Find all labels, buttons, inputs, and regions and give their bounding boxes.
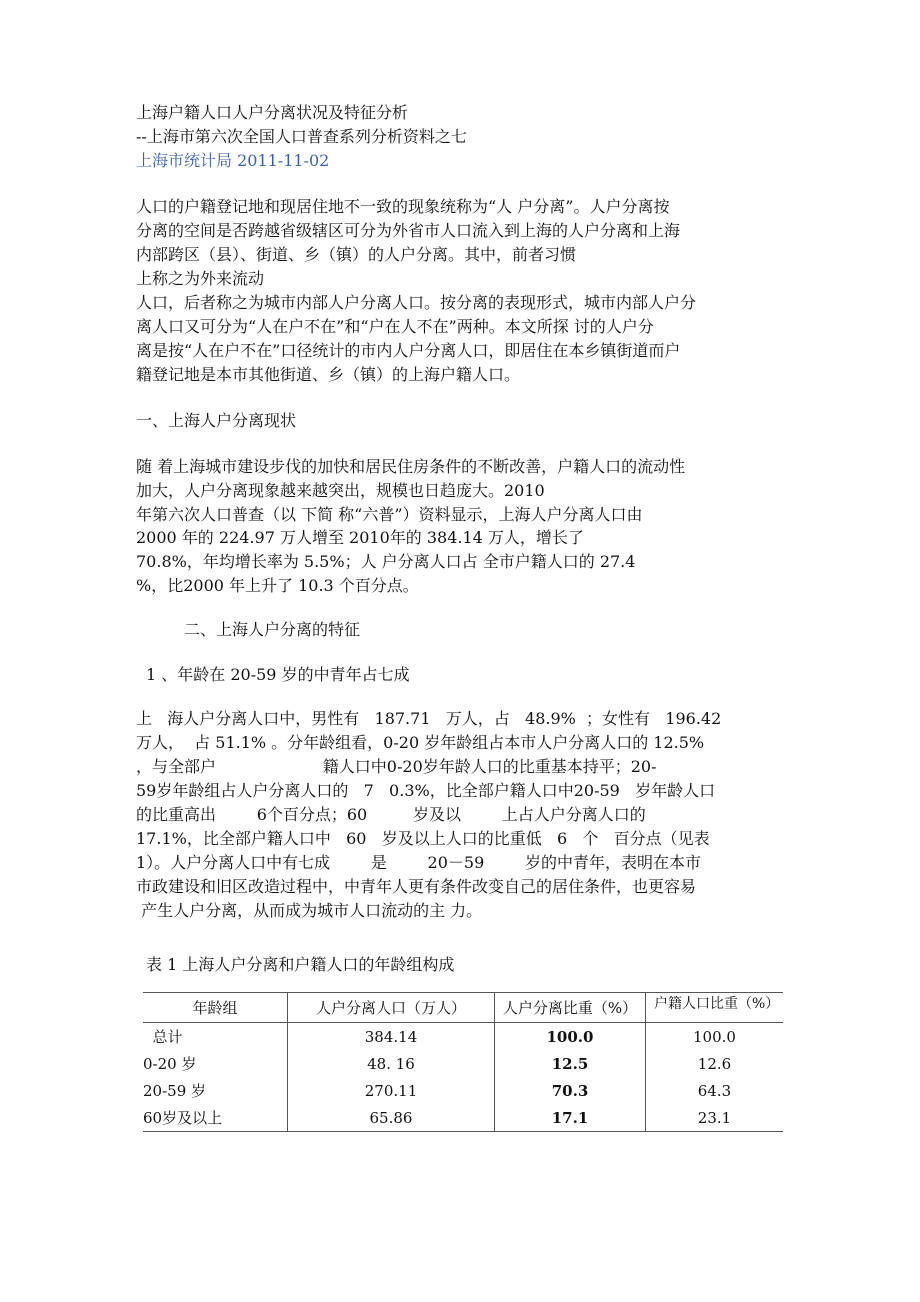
table-row [143, 1050, 783, 1077]
cell-separated-pop: 65.86 [288, 1104, 495, 1132]
age-group-table [143, 992, 783, 1132]
cell-registered-share: 100.0 [646, 1023, 784, 1051]
paragraph-line: 17.1%，比全部户籍人口中 60 岁及以上人口的比重低 6 个 百分点（见表 [136, 829, 710, 848]
cell-separated-pop: 48. 16 [288, 1050, 495, 1077]
paragraph-line: 人口的户籍登记地和现居住地不一致的现象统称为“人 户分离”。人户分离按 [136, 197, 670, 216]
cell-age-group: 0-20 岁 [143, 1055, 197, 1073]
table-caption: 表 1 上海人户分离和户籍人口的年龄组构成 [146, 955, 455, 974]
header-separated-share: 人户分离比重（%） [495, 993, 646, 1023]
paragraph-line: 随 着上海城市建设步伐的加快和居民住房条件的不断改善，户籍人口的流动性 [136, 457, 686, 476]
cell-age-group: 60岁及以上 [143, 1104, 288, 1132]
table-row [143, 1077, 783, 1104]
paragraph-line: 产生人户分离，从而成为城市人口流动的主 力。 [136, 901, 483, 920]
header-separated-pop: 人户分离人口（万人） [288, 993, 495, 1023]
paragraph-line: 人口，后者称之为城市内部人户分离人口。按分离的表现形式，城市内部人户分 [136, 293, 697, 312]
paragraph-line: 的比重高出 6个百分点；60 岁及以 上占人户分离人口的 [136, 805, 646, 824]
cell-registered-share: 12.6 [646, 1050, 784, 1077]
paragraph-line: 59岁年龄组占人户分离人口的 7 0.3%，比全部户籍人口中20-59 岁年龄人口 [136, 781, 716, 800]
paragraph-line: 70.8%，年均增长率为 5.5%；人 户分离人口占 全市户籍人口的 27.4 [136, 552, 636, 572]
header-registered-share: 户籍人口比重（%） [646, 993, 784, 1023]
section2-subheading: 1 、年龄在 20-59 岁的中青年占七成 [146, 665, 410, 684]
paragraph-line: 籍登记地是本市其他街道、乡（镇）的上海户籍人口。 [136, 365, 521, 384]
cell-age-group: 总计 [143, 1028, 183, 1046]
document-subtitle: --上海市第六次全国人口普查系列分析资料之七 [136, 127, 467, 146]
paragraph-line: ，与全部户 籍人口中0-20岁年龄人口的比重基本持平；20- [136, 757, 657, 776]
paragraph-line: 内部跨区（县）、街道、乡（镇）的人户分离。其中，前者习惯 [136, 245, 577, 264]
source-link[interactable]: 上海市统计局 2011-11-02 [136, 151, 330, 170]
paragraph-line: 分离的空间是否跨越省级辖区可分为外省市人口流入到上海的人户分离和上海 [136, 221, 681, 240]
table-row [143, 1104, 783, 1132]
paragraph-line: 2000 年的 224.97 万人增至 2010年的 384.14 万人，增长了 [136, 528, 584, 548]
cell-separated-share: 100.0 [495, 1023, 646, 1051]
cell-separated-pop: 384.14 [288, 1023, 495, 1051]
section2-heading: 二、上海人户分离的特征 [184, 620, 361, 639]
paragraph-line: 1）。人户分离人口中有七成 是 20－59 岁的中青年，表明在本市 [136, 853, 701, 872]
table-row [143, 1023, 783, 1051]
paragraph-line: 万人， 占 51.1% 。分年龄组看，0-20 岁年龄组占本市人户分离人口的 12.5% [136, 733, 705, 752]
table-header-row [143, 993, 783, 1023]
cell-separated-share: 12.5 [495, 1050, 646, 1077]
cell-separated-share: 17.1 [495, 1104, 646, 1132]
document-title: 上海户籍人口人户分离状况及特征分析 [136, 103, 409, 122]
paragraph-line: 市政建设和旧区改造过程中，中青年人更有条件改变自己的居住条件，也更容易 [136, 877, 697, 896]
paragraph-line: %，比2000 年上升了 10.3 个百分点。 [136, 576, 419, 595]
cell-separated-pop: 270.11 [288, 1077, 495, 1104]
cell-registered-share: 64.3 [646, 1077, 784, 1104]
section1-heading: 一、上海人户分离现状 [136, 411, 297, 430]
paragraph-line: 上 海人户分离人口中，男性有 187.71 万人，占 48.9% ；女性有 196.42 [136, 709, 722, 728]
cell-registered-share: 23.1 [646, 1104, 784, 1132]
header-age-group: 年龄组 [143, 993, 288, 1023]
cell-separated-share: 70.3 [495, 1077, 646, 1104]
paragraph-line: 离人口又可分为“人在户不在”和“户在人不在”两种。本文所探 讨的人户分 [136, 317, 654, 336]
paragraph-line: 加大，人户分离现象越来越突出，规模也日趋庞大。2010 [136, 480, 545, 500]
paragraph-line: 上称之为外来流动 [136, 269, 265, 288]
cell-age-group: 20-59 岁 [143, 1082, 207, 1100]
paragraph-line: 离是按“人在户不在”口径统计的市内人户分离人口，即居住在本乡镇街道而户 [136, 341, 681, 360]
paragraph-line: 年第六次人口普查（以 下简 称“六普”）资料显示，上海人户分离人口由 [136, 504, 643, 524]
